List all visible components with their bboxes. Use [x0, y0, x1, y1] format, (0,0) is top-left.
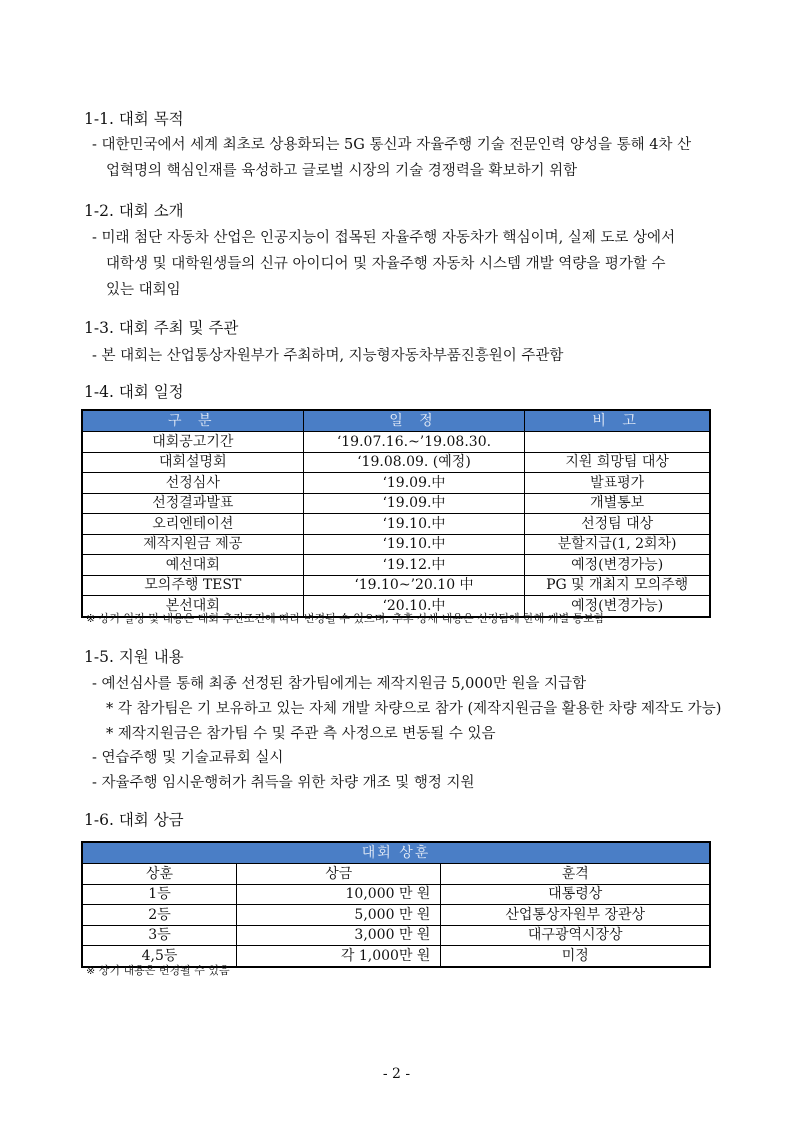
table-row [82, 555, 710, 576]
schedule-cell: 발표평가 [525, 473, 710, 494]
schedule-cell: 모의주행 TEST [82, 575, 303, 596]
schedule-cell: ‘19.12.中 [303, 555, 525, 576]
section-heading-purpose: 1-1. 대회 목적 [84, 110, 184, 128]
prize-table [81, 841, 711, 968]
schedule-table [81, 409, 711, 618]
schedule-cell: 예선대회 [82, 555, 303, 576]
text-line: - 미래 첨단 자동차 산업은 인공지능이 접목된 자율주행 자동차가 핵심이며, 실제 도로 상에서 [92, 230, 676, 246]
text-line: 업혁명의 핵심인재를 육성하고 글로벌 시장의 기술 경쟁력을 확보하기 위함 [106, 163, 578, 179]
section-heading-intro: 1-2. 대회 소개 [84, 202, 184, 220]
support-subnote: * 제작지원금은 참가팀 수 및 주관 측 사정으로 변동될 수 있음 [106, 726, 496, 742]
table-row [82, 575, 710, 596]
prize-cell: 산업통상자원부 장관상 [441, 905, 710, 926]
prize-cell: 2등 [82, 905, 237, 926]
schedule-cell: 분할지급(1, 2회차) [525, 534, 710, 555]
text-line: - 대한민국에서 세계 최초로 상용화되는 5G 통신과 자율주행 기술 전문인력 양성을 통해 4차 산 [92, 137, 692, 153]
section-body-host: - 본 대회는 산업통상자원부가 주최하며, 지능형자동차부품진흥원이 주관함 [92, 348, 564, 364]
schedule-cell: ‘19.09.中 [303, 473, 525, 494]
table-row [82, 925, 710, 946]
schedule-cell: 예정(변경가능) [525, 555, 710, 576]
prize-cell: 4,5등 [82, 946, 237, 967]
prize-cell: 미정 [441, 946, 710, 967]
prize-cell: 10,000 만 원 [237, 884, 441, 905]
schedule-cell [525, 432, 710, 453]
page-number: - 2 - [382, 1066, 411, 1082]
prize-cell: 3,000 만 원 [237, 925, 441, 946]
schedule-cell: 개별통보 [525, 493, 710, 514]
schedule-cell: PG 및 개최지 모의주행 [525, 575, 710, 596]
support-bullet: - 연습주행 및 기술교류회 실시 [92, 750, 284, 766]
schedule-cell: 본선대회 [82, 596, 303, 617]
section-body-intro [92, 225, 717, 303]
schedule-cell: 선정심사 [82, 473, 303, 494]
text-line: 있는 대회임 [106, 282, 181, 298]
schedule-cell: 대회설명회 [82, 452, 303, 473]
prize-cell: 대구광역시장상 [441, 925, 710, 946]
prize-caption: 대회 상훈 [82, 842, 710, 864]
prize-cell: 1등 [82, 884, 237, 905]
prize-caption-row [82, 842, 710, 864]
prize-header-money: 상금 [237, 864, 441, 885]
table-row [82, 493, 710, 514]
schedule-cell: ‘20.10.中 [303, 596, 525, 617]
schedule-cell: ‘19.10.中 [303, 514, 525, 535]
schedule-cell: 선정결과발표 [82, 493, 303, 514]
schedule-cell: 오리엔테이션 [82, 514, 303, 535]
table-row [82, 905, 710, 926]
support-bullet: - 예선심사를 통해 최종 선정된 참가팀에게는 제작지원금 5,000만 원을 지급함 [92, 676, 587, 692]
schedule-cell: 선정팀 대상 [525, 514, 710, 535]
schedule-cell: 예정(변경가능) [525, 596, 710, 617]
text-line: 대학생 및 대학원생들의 신규 아이디어 및 자율주행 자동차 시스템 개발 역량을 평가할 수 [106, 256, 666, 272]
schedule-header-remark: 비 고 [525, 410, 710, 432]
table-row [82, 884, 710, 905]
prize-cell: 5,000 만 원 [237, 905, 441, 926]
schedule-cell: 지원 희망팀 대상 [525, 452, 710, 473]
support-bullet: - 자율주행 임시운행허가 취득을 위한 차량 개조 및 행정 지원 [92, 775, 475, 791]
schedule-cell: ‘19.09.中 [303, 493, 525, 514]
prize-header-row [82, 864, 710, 885]
table-row [82, 452, 710, 473]
prize-header-award: 상훈 [82, 864, 237, 885]
schedule-cell: 제작지원금 제공 [82, 534, 303, 555]
prize-note: ※ 상기 내용은 변경될 수 있음 [86, 964, 230, 977]
table-row [82, 534, 710, 555]
schedule-note: ※ 상기 일정 및 내용은 대회 추진조건에 따라 변경될 수 있으며, 추후 상세 내용은 선정팀에 한해 개별 통보함 [86, 612, 605, 625]
section-body-purpose [92, 132, 717, 184]
section-heading-support: 1-5. 지원 내용 [84, 648, 184, 666]
prize-cell: 각 1,000만 원 [237, 946, 441, 967]
section-heading-host: 1-3. 대회 주최 및 주관 [84, 319, 239, 337]
table-row [82, 473, 710, 494]
section-heading-prize: 1-6. 대회 상금 [84, 811, 184, 829]
table-row [82, 432, 710, 453]
schedule-header-row [82, 410, 710, 432]
prize-cell: 3등 [82, 925, 237, 946]
section-heading-schedule: 1-4. 대회 일정 [84, 383, 184, 401]
schedule-header-date: 일 정 [303, 410, 525, 432]
support-subnote: * 각 참가팀은 기 보유하고 있는 자체 개발 차량으로 참가 (제작지원금을 활용한 차량 제작도 가능) [106, 701, 722, 717]
prize-cell: 대통령상 [441, 884, 710, 905]
schedule-cell: 대회공고기간 [82, 432, 303, 453]
schedule-cell: ‘19.10.中 [303, 534, 525, 555]
prize-header-title: 훈격 [441, 864, 710, 885]
schedule-cell: ‘19.07.16.~’19.08.30. [303, 432, 525, 453]
schedule-cell: ‘19.08.09. (예정) [303, 452, 525, 473]
schedule-header-category: 구 분 [82, 410, 303, 432]
table-row [82, 514, 710, 535]
schedule-cell: ‘19.10~’20.10 中 [303, 575, 525, 596]
